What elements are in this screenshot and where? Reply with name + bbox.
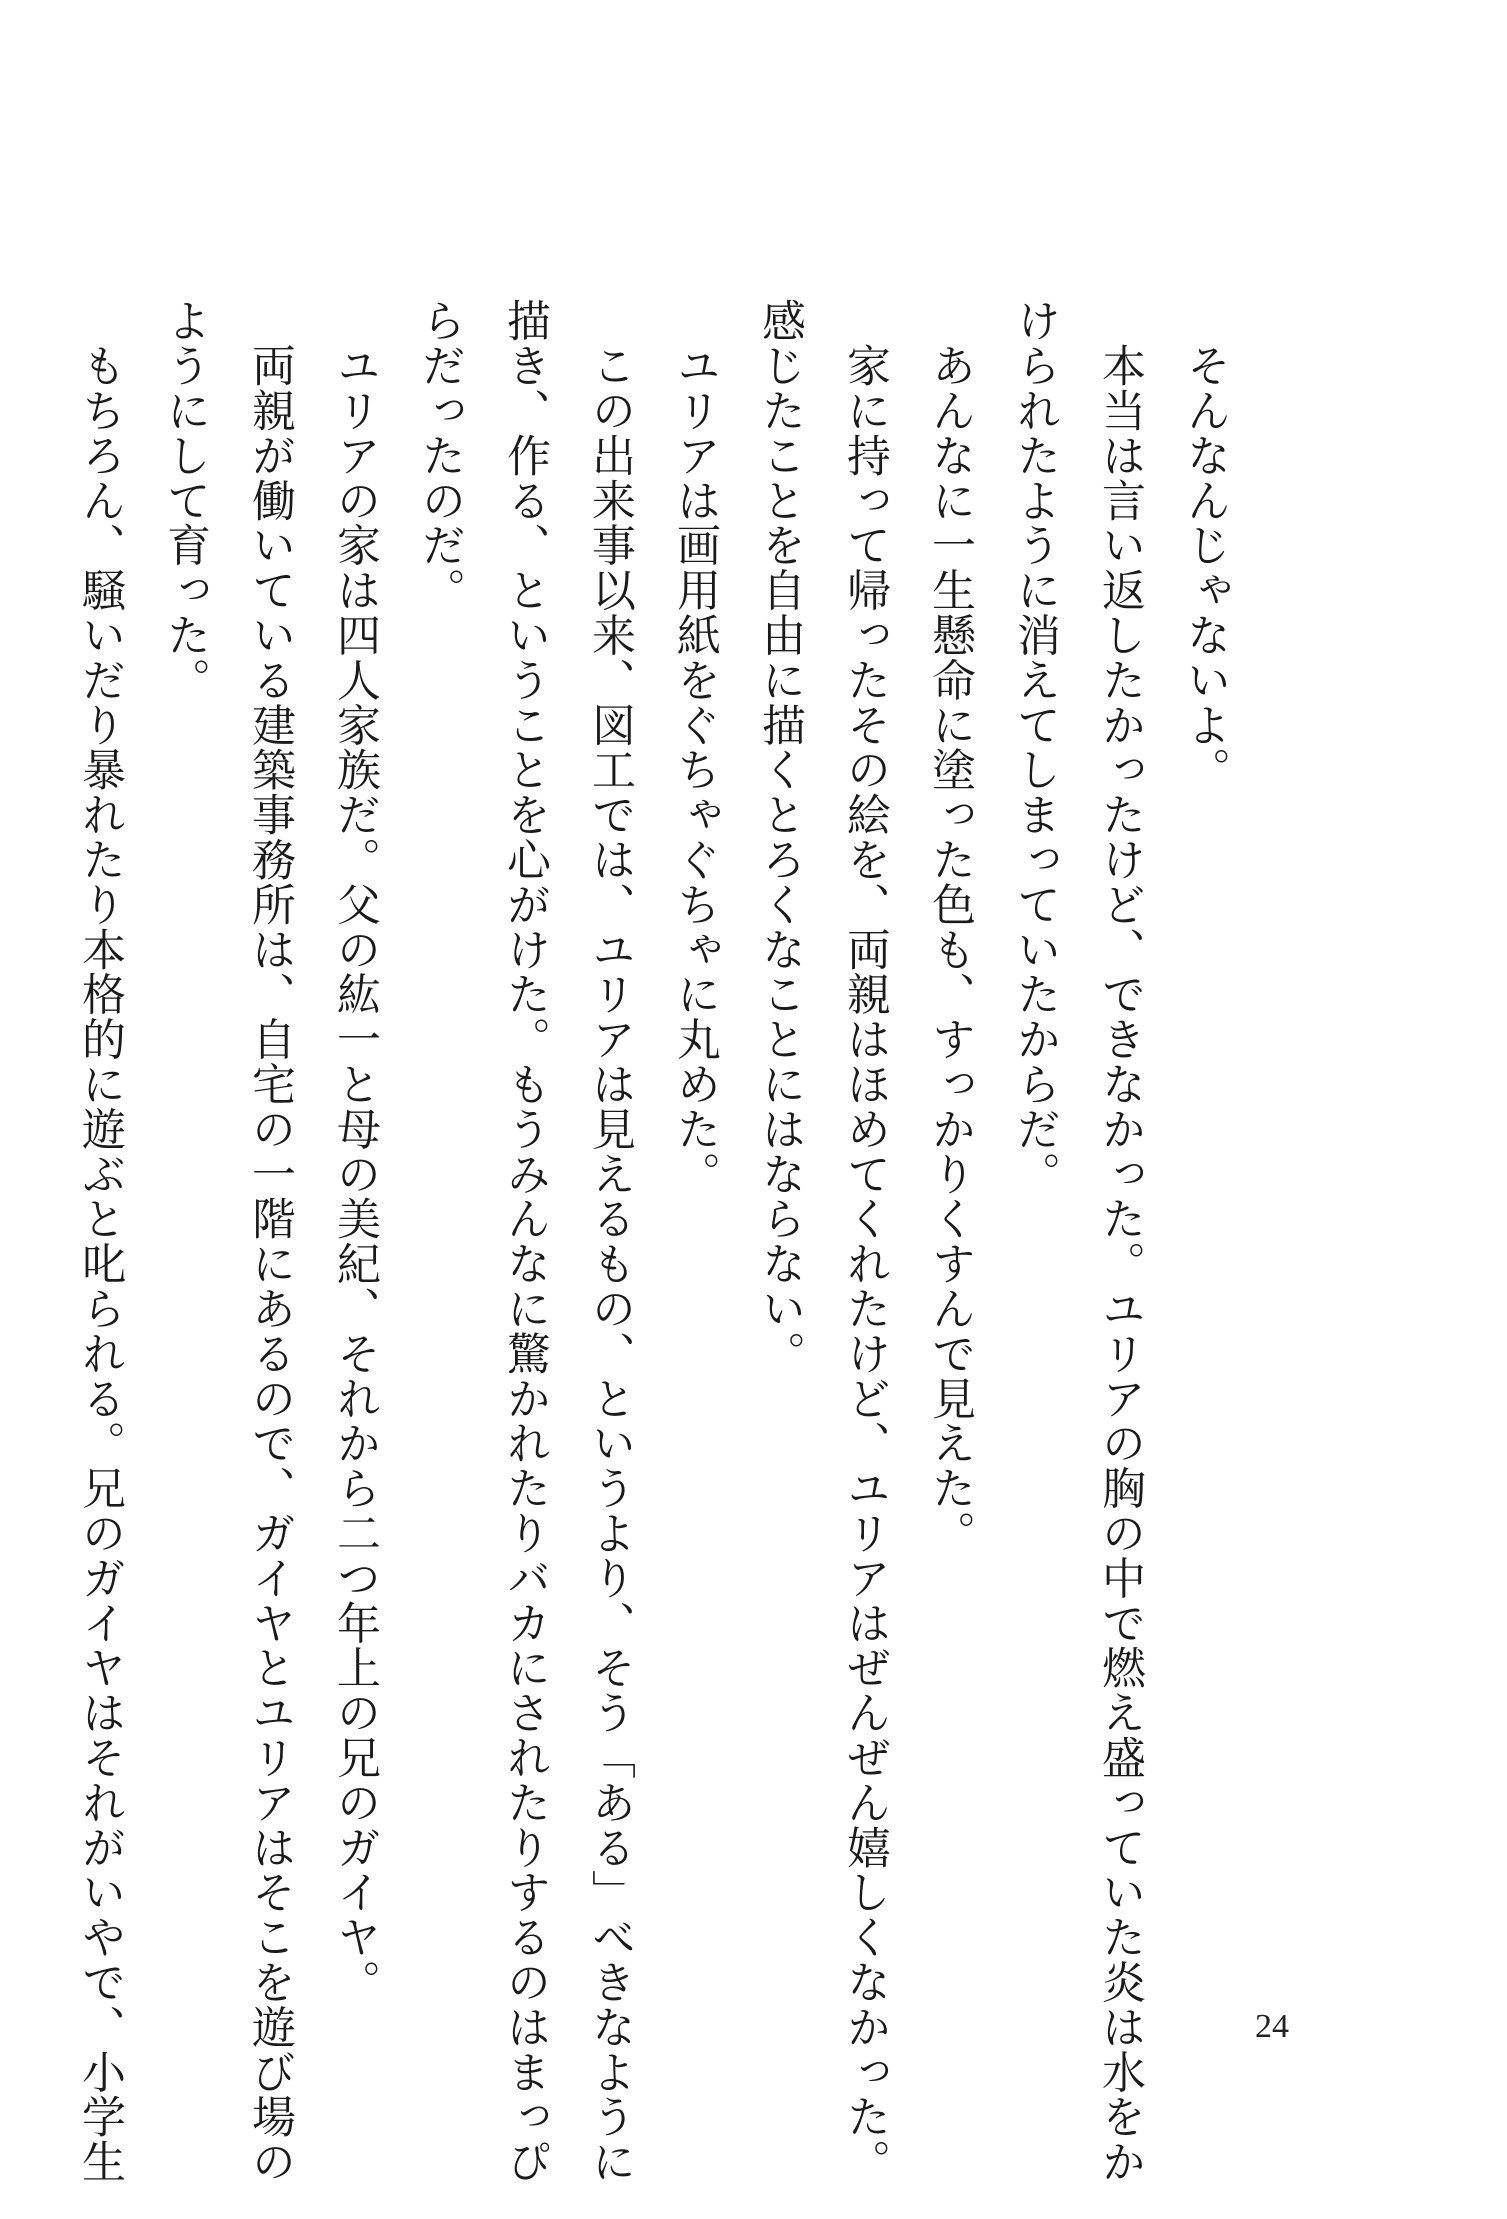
text-line: けられたように消えてしまっていたからだ。 [1009,298,1060,1196]
page-number: 24 [1255,2008,1289,2045]
text-line: 両親が働いている建築事務所は、自宅の一階にあるので、ガイヤとユリアはそこを遊び場の [244,298,295,2184]
text-line: そんなんじゃないよ。 [1179,298,1230,792]
text-line: ユリアの家は四人家族だ。父の紘一と母の美紀、それから二つ年上の兄のガイヤ。 [329,298,380,2005]
text-line: ようにして育った。 [159,298,210,703]
text-line: ユリアは画用紙をぐちゃぐちゃに丸めた。 [669,298,720,1196]
text-line: 感じたことを自由に描くとろくなことにはならない。 [754,298,805,1376]
text-line: もちろん、騒いだり暴れたり本格的に遊ぶと叱られる。兄のガイヤはそれがいやで、小学生 [74,298,125,2184]
text-line: この出来事以来、図工では、ユリアは見えるもの、というより、そう「ある」べきなように [584,298,635,2184]
text-line: 本当は言い返したかったけど、できなかった。ユリアの胸の中で燃え盛っていた炎は水をか [1094,298,1145,2184]
text-line: 描き、作る、ということを心がけた。もうみんなに驚かれたりバカにされたりするのはまっぴ [499,298,550,2184]
text-line: あんなに一生懸命に塗った色も、すっかりくすんで見えた。 [924,298,975,1556]
text-line: らだったのだ。 [414,298,465,613]
text-line: 家に持って帰ったその絵を、両親はほめてくれたけど、ユリアはぜんぜん嬉しくなかった。 [839,298,890,2184]
vertical-text-body [57,298,1247,2184]
